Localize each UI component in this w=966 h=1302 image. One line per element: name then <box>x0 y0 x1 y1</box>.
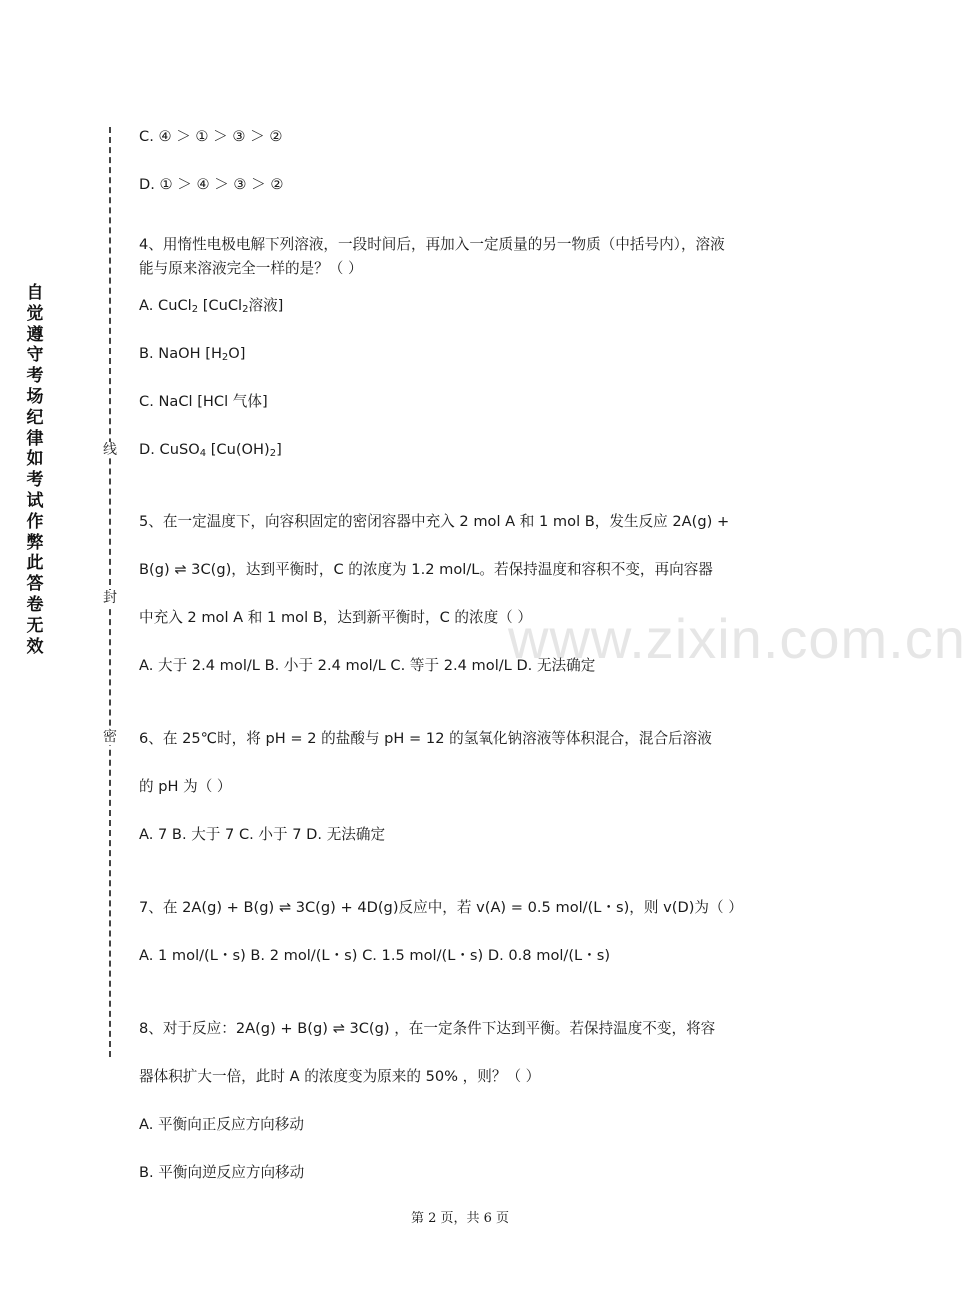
q5-options: A. 大于 2.4 mol/L B. 小于 2.4 mol/L C. 等于 2.4 mol/L D. 无法确定 <box>139 657 596 674</box>
q4-option-a: A. CuCl$_2$ [CuCl$_2$溶液] <box>139 297 284 315</box>
q4-stem-line1: 4、用惰性电极电解下列溶液，一段时间后，再加入一定质量的另一物质（中括号内），溶液 <box>139 236 725 253</box>
binding-label-secret: 密 <box>103 729 117 745</box>
q7-stem: 7、在 2A(g) + B(g) ⇌ 3C(g) + 4D(g)反应中，若 v(A) = 0.5 mol/(L・s)，则 v(D)为（ ） <box>139 899 743 916</box>
q4-option-c: C. NaCl [HCl 气体] <box>139 393 268 410</box>
q3-option-d: D. ① ＞ ④ ＞ ③ ＞ ② <box>139 176 284 193</box>
q4-option-d: D. CuSO$_4$ $[Cu(OH)_2]$ <box>139 441 282 459</box>
binding-label-line: 线 <box>103 442 117 458</box>
q8-stem-line2: 器体积扩大一倍，此时 A 的浓度变为原来的 50% ，则？（ ） <box>139 1068 541 1085</box>
q5-stem-line2: B(g) ⇌ 3C(g)，达到平衡时，C 的浓度为 1.2 mol/L。若保持温度和容积不变，再向容器 <box>139 561 713 578</box>
q8-option-b: B. 平衡向逆反应方向移动 <box>139 1164 305 1181</box>
q8-option-a: A. 平衡向正反应方向移动 <box>139 1116 304 1133</box>
watermark: www.zixin.com.cn <box>508 607 966 670</box>
q7-options: A. 1 mol/(L・s) B. 2 mol/(L・s) C. 1.5 mol/(L・s) D. 0.8 mol/(L・s) <box>139 947 611 964</box>
q5-stem-line1: 5、在一定温度下，向容积固定的密闭容器中充入 2 mol A 和 1 mol B，发生反应 2A(g) + <box>139 513 730 530</box>
q6-stem-line1: 6、在 25℃时，将 pH = 2 的盐酸与 pH = 12 的氢氧化钠溶液等体积混合，混合后溶液 <box>139 730 712 747</box>
page-number-footer: 第 2 页，共 6 页 <box>410 1211 510 1226</box>
binding-label-seal: 封 <box>103 590 117 606</box>
q6-stem-line2: 的 pH 为（ ） <box>139 778 232 795</box>
q5-stem-line3: 中充入 2 mol A 和 1 mol B，达到新平衡时，C 的浓度（ ） <box>139 609 532 626</box>
q3-option-c: C. ④ ＞ ① ＞ ③ ＞ ② <box>139 128 283 145</box>
q4-stem-line2: 能与原来溶液完全一样的是？（ ） <box>139 260 363 277</box>
exam-warning-vertical: 自觉遵守考场纪律如考试作弊此答卷无效 <box>26 283 44 657</box>
q8-stem-line1: 8、对于反应：2A(g) + B(g) ⇌ 3C(g) ，在一定条件下达到平衡。若保持温度不变，将容 <box>139 1020 716 1037</box>
q4-option-b: B. NaOH $[H_2O]$ <box>139 345 246 363</box>
q6-options: A. 7 B. 大于 7 C. 小于 7 D. 无法确定 <box>139 826 386 843</box>
